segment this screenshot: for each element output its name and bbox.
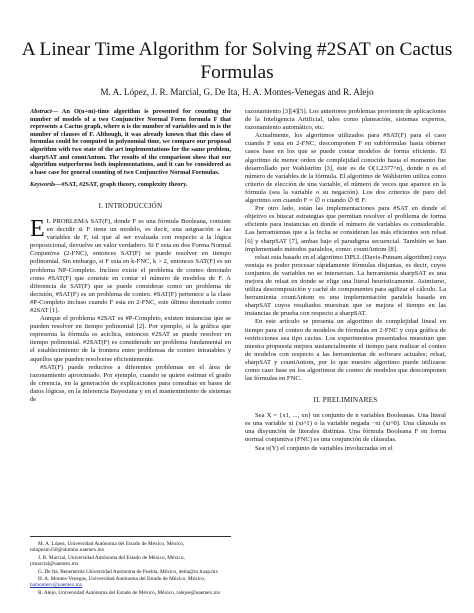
footnote: M. A. López, Universidad Autónoma del Estado de México, México, mlopezm158@alumno.uaemex.mx [30,541,185,554]
intro-paragraph-3: #SAT(F) puede reducirse a diferentes problemas en el área de razonamiento aproximado. Por ejemplo, cuando se quiere estimar el grado de creencia, en la generación de explicaciones para consultas en bases de datos lógicas, en la inferencia Bayesiana y en el mantenimiento de sistemas de [30,363,231,403]
body-paragraph-contribution: En este artículo se presenta un algoritmo de complejidad lineal en tiempo para el conteo de modelos de fórmulas en 2-FNC y cuya gráfica de restricciones sea tipo cactus. Los experimentos presentados muestran que nuestra propuesta mejora sustancialmente el tiempo para realizar el conteo de modelos con respecto a las herramientas de software actuales; relsat, sharpSAT y countAntom, por lo que nuestro algoritmo puede utilizarse como caso base en los algoritmos de conteo de modelos que descomponen las fórmulas en FNC. [245,318,446,383]
preliminaries-paragraph-2: Sea υ(Y) el conjunto de variables involucradas en el [255,444,393,452]
body-paragraph-continuation: razonamiento [3][4][5]. Los anteriores problemas provienen de aplicaciones de la Inteligencia Artificial, tales como planeación, sistemas expertos, razonamiento automático, etc. [245,108,446,132]
preliminaries-paragraph-1: Sea X = {x1, ..., xn} un conjunto de n variables Booleanas. Una literal es una variable xi (xi^1) o la variable negada ¬xi (xi^0). Una cláusula es una disyunción de literales distintas. Una fórmula Booleana F en forma normal conjuntiva (FNC) es una conjunción de cláusulas. [245,412,446,444]
footnote: G. De Ita, Benemérita Universidad Autónoma de Puebla, México, deita@cs.buap.mx [38,568,219,575]
keywords-text: #SAT, #2SAT, graph theory, complexity theory. [61,181,188,189]
right-column [245,108,446,453]
keywords [30,181,231,189]
keywords-label: Keywords— [30,181,62,189]
abstract [30,108,231,176]
intro-paragraph-2: Aunque el problema #2SAT es #P-Completo, existen instancias que se pueden resolver en tiempo polinomial [2]. Por ejemplo, si la gráfica que representa la fórmula es acíclica, entonces #2SAT se puede resolver en tiempo polinomial. #2SAT(F) es considerado un problema fundamental en el establecimiento de la frontera entre problemas de conteo intratables y aquellos que pueden resolverse eficientemente. [30,315,231,363]
drop-cap: E [30,215,45,242]
intro-paragraph-1 [30,215,231,315]
section-heading-introduction: I. INTRODUCCIÓN [98,201,163,210]
footnote: J. R. Marcial, Universidad Autónoma del Estado de México, México, jrmarcial@uaemex.mx [30,554,185,568]
footnote-text: H. A. Montes-Venegas, Universidad Autónoma del Estado de México, México, [38,576,206,583]
body-paragraph-wahlstrom: Actualmente, los algoritmos utilizados para #SAT(F) para el caso cuando F esta en 2-FNC, descomponen F en subfórmulas hasta obtener casos base en los que se puede contar modelos de forma eficiente. El algoritmo de menor orden de complejidad conocido hasta el momento fue desarrollado por Wahlström [3], éste es de O(1.2377^n), donde n es el número de variables de la fórmula. El algoritmo de Wahlström utiliza como criterio de elección de una variable, el número de veces que aparece en la fórmula (sea la variable o su negación). Los dos criterios de paro del algoritmo son cuando F = ∅ o cuando ∅ ∈ F. [245,132,446,205]
author-footnotes [30,536,231,597]
body-paragraph-implementations: Por otro lado, están las implementaciones para #SAT en donde el objetivo es buscar estrategias que permitan resolver el problema de forma eficiente para instancias en donde el número de variables es considerable. Las herramientas que a la fecha se consideran las más eficientes son relsat [6] y sharpSAT [7], ambas bajo el paradigma secuencial. También se han implementado métodos paralelos, como: countAntom [8]. [245,205,446,253]
left-column [30,108,231,404]
page-title: A Linear Time Algorithm for Solving #2SAT on Cactus Formulas [21,39,453,83]
intro-paragraph-1-text: L PROBLEMA SAT(F), donde F es una fórmula Booleana, consiste en decidir si F tiene un modelo, es decir, una asignación a las variables de F, tal que al ser evaluada con respecto a la lógica proposicional, devuelve un valor verdadero. Si F esta en dos Forma Normal Conjuntiva (2-FNC), entonces SAT(F) se puede resolver en tiempo polinomial. Sin embargo, si F esta en k-FNC, k > 2, entonces SAT(F) es un problema NP-Completo. Incluso existe el problema de conteo denotado como #SAT(F) que consiste en contar el número de modelos de F. A diferencia de SAT(F) que se puede considerar como un problema de decisión, #SAT(F) es un problema de conteo. #SAT(F) pertenece a la clase #P-Completo incluso cuando F esta en 2-FNC, este último denotado como #2SAT [1]. [30,217,231,314]
authors-line: M. A. López, J. R. Marcial, G. De Ita, H. A. Montes-Venegas and R. Alejo [100,87,374,97]
footnote [30,576,231,589]
abstract-text: An O(n+m)-time algorithm is presented for counting the number of models of a two Conjunctive Normal Form formula F that represents a Cactus graph, where n is the number of variables and m is the number of clauses of F. Although, it was already known that this class of formulas could be computed in polynomial time, we compare our proposal algorithm with two state of the art implementations for the same problem, sharpSAT and countAntom. The results of the comparison show that our algorithm outperforms both implementations, and it can be considered as a base case for general counting of two Conjunctive Normal Formulas. [30,108,231,176]
email-link[interactable]: hamontesv@uaemex.mx [30,582,83,589]
body-paragraph-relsat: relsat esta basado en el algoritmo DPLL (Davis-Putnam algorithm) cuya ventaja es poder procesar rápidamente fórmulas disjuntas, es decir, cuyos conjuntos de variables no se intersectan. La herramienta sharpSAT es una mejora de relsat en donde se elige una literal heurísticamente. Asimismo, utiliza descomposición y caché de componentes para agilizar el cálculo. La herramienta countAntom es una implementación paralela basada en sharpSAT cuyos resultados muestran que se mejora el tiempo en las instancias de prueba con respecto a sharpSAT. [245,253,446,318]
abstract-label: Abstract— [30,108,58,115]
footnote: R. Alejo, Universidad Autónoma del Estado de México, México, ralejoe@uaemex.mx [38,589,221,596]
section-heading-preliminares: II. PRELIMINARES [313,396,378,405]
